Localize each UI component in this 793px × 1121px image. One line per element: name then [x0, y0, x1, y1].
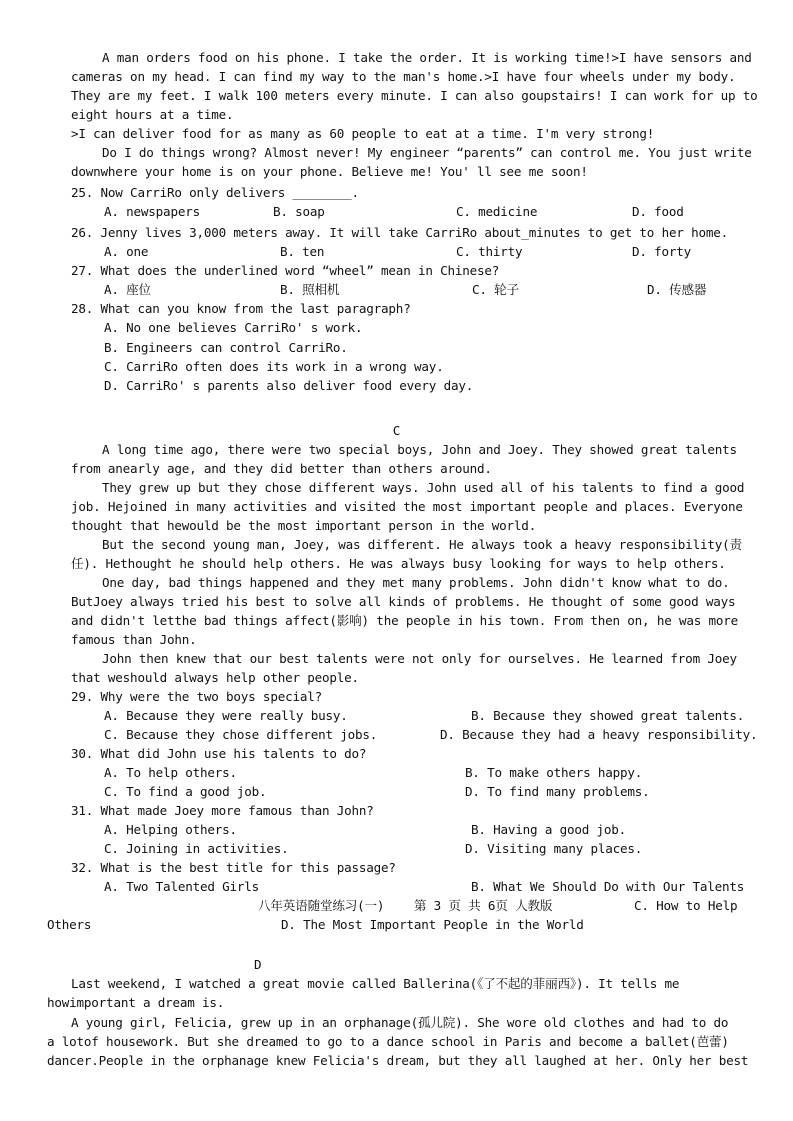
answer-option: A. Two Talented Girls: [104, 879, 260, 894]
answer-option: C. To find a good job.: [104, 784, 267, 799]
passage-line: A young girl, Felicia, grew up in an orphanage(孤儿院). She wore old clothes and had to do: [71, 1015, 729, 1030]
answer-option: A. No one believes CarriRo' s work.: [104, 320, 363, 335]
answer-option: C. Joining in activities.: [104, 841, 289, 856]
passage-line: eight hours at a time.: [71, 107, 234, 122]
answer-option: C. thirty: [456, 244, 523, 259]
answer-option: D. Visiting many places.: [465, 841, 643, 856]
answer-option: D. food: [632, 204, 684, 219]
passage-line: famous than John.: [71, 632, 197, 647]
answer-option: B. soap: [273, 204, 325, 219]
passage-line: and didn't letthe bad things affect(影响) the people in his town. From then on, he was more: [71, 613, 739, 628]
passage-line: Do I do things wrong? Almost never! My engineer “parents” can control me. You just write: [102, 145, 752, 160]
passage-line: Last weekend, I watched a great movie called Ballerina(《了不起的菲丽西》). It tells me: [71, 976, 680, 991]
answer-option: B. Having a good job.: [471, 822, 627, 837]
answer-option: D. forty: [632, 244, 692, 259]
answer-option: A. Helping others.: [104, 822, 237, 837]
answer-option: A. 座位: [104, 282, 151, 297]
answer-option: D. Because they had a heavy responsibility.: [440, 727, 758, 742]
section-heading: C: [392, 423, 401, 438]
passage-line: 任). Hethought he should help others. He was always busy looking for ways to help others.: [71, 556, 726, 571]
answer-option: A. one: [104, 244, 149, 259]
passage-line: cameras on my head. I can find my way to the man's home.>I have four wheels under my body.: [71, 69, 736, 84]
passage-line: dancer.People in the orphanage knew Felicia's dream, but they all laughed at her. Only her best: [47, 1053, 749, 1068]
answer-option: C. medicine: [456, 204, 538, 219]
passage-line: from anearly age, and they did better than others around.: [71, 461, 492, 476]
answer-option: D. The Most Important People in the World: [281, 917, 584, 932]
passage-line: a lotof housework. But she dreamed to go to a dance school in Paris and become a ballet(芭蕾): [47, 1034, 729, 1049]
passage-line: that weshould always help other people.: [71, 670, 359, 685]
answer-option: B. 照相机: [280, 282, 340, 297]
question-stem: 28. What can you know from the last paragraph?: [71, 301, 411, 316]
answer-option: B. Because they showed great talents.: [471, 708, 745, 723]
answer-option: C. Because they chose different jobs.: [104, 727, 378, 742]
answer-option-continued: Others: [47, 917, 92, 932]
passage-line: They are my feet. I walk 100 meters every minute. I can also goupstairs! I can work for up to: [71, 88, 758, 103]
question-stem: 26. Jenny lives 3,000 meters away. It will take CarriRo about_minutes to get to her home.: [71, 225, 729, 240]
answer-option: B. What We Should Do with Our Talents: [471, 879, 745, 894]
answer-option: C. 轮子: [472, 282, 519, 297]
passage-line: thought that hewould be the most important person in the world.: [71, 518, 537, 533]
passage-line: A long time ago, there were two special boys, John and Joey. They showed great talents: [102, 442, 737, 457]
answer-option: C. CarriRo often does its work in a wrong way.: [104, 359, 444, 374]
question-stem: 27. What does the underlined word “wheel” mean in Chinese?: [71, 263, 500, 278]
answer-option: D. CarriRo' s parents also deliver food every day.: [104, 378, 474, 393]
section-heading: D: [254, 957, 262, 972]
answer-option: A. To help others.: [104, 765, 237, 780]
answer-option: B. To make others happy.: [465, 765, 643, 780]
answer-option: A. newspapers: [104, 204, 200, 219]
answer-option: B. Engineers can control CarriRo.: [104, 340, 348, 355]
question-stem: 29. Why were the two boys special?: [71, 689, 322, 704]
question-stem: 31. What made Joey more famous than John?: [71, 803, 374, 818]
question-stem: 25. Now CarriRo only delivers ________.: [71, 185, 359, 200]
footer-text: 八年英语随堂练习(一) 第 3 页 共 6页 人教版: [258, 898, 553, 913]
answer-option: A. Because they were really busy.: [104, 708, 348, 723]
passage-line: A man orders food on his phone. I take the order. It is working time!>I have sensors and: [102, 50, 752, 65]
passage-line: John then knew that our best talents were not only for ourselves. He learned from Joey: [102, 651, 737, 666]
passage-line: ButJoey always tried his best to solve all kinds of problems. He thought of some good ways: [71, 594, 736, 609]
passage-line: downwhere your home is on your phone. Believe me! You' ll see me soon!: [71, 164, 588, 179]
passage-line: >I can deliver food for as many as 60 people to eat at a time. I'm very strong!: [71, 126, 655, 141]
question-stem: 32. What is the best title for this passage?: [71, 860, 396, 875]
passage-line: howimportant a dream is.: [47, 995, 225, 1010]
question-stem: 30. What did John use his talents to do?: [71, 746, 367, 761]
answer-option: C. How to Help: [634, 898, 738, 913]
passage-line: job. Hejoined in many activities and visited the most important people and places. Everyone: [71, 499, 743, 514]
answer-option: D. 传感器: [647, 282, 707, 297]
passage-line: They grew up but they chose different ways. John used all of his talents to find a good: [102, 480, 745, 495]
passage-line: But the second young man, Joey, was different. He always took a heavy responsibility(责: [102, 537, 742, 552]
passage-line: One day, bad things happened and they met many problems. John didn't know what to do.: [102, 575, 730, 590]
answer-option: D. To find many problems.: [465, 784, 650, 799]
answer-option: B. ten: [280, 244, 325, 259]
